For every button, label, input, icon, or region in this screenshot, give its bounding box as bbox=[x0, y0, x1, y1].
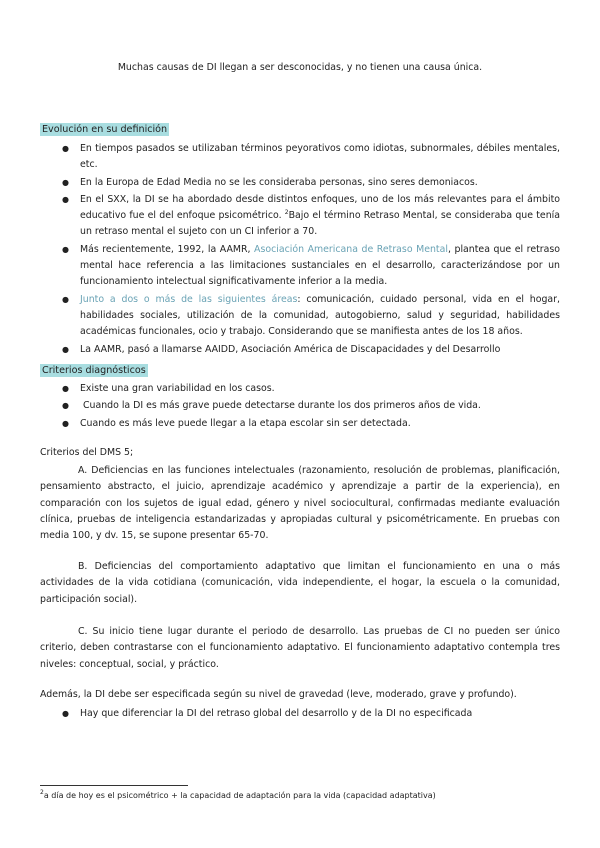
list-item bbox=[40, 398, 560, 414]
heading-highlight: Evolución en su definición bbox=[42, 124, 168, 135]
list-item bbox=[40, 175, 560, 191]
intro-text: Muchas causas de DI llegan a ser desconocidas, y no tienen una causa única. bbox=[117, 62, 483, 73]
footnote-ref[interactable]: 2 bbox=[284, 209, 289, 217]
footnote-separator bbox=[40, 785, 188, 786]
bullet-icon: ● bbox=[62, 418, 69, 428]
list-item-text: Más recientemente, 1992, la AAMR, bbox=[80, 243, 255, 255]
aamr-link[interactable]: Asociación Americana de Retraso Mental bbox=[254, 243, 448, 255]
bullet-icon: ● bbox=[62, 401, 69, 411]
bullet-icon: ● bbox=[62, 344, 69, 354]
list-item bbox=[40, 706, 560, 722]
criterios-list bbox=[40, 381, 560, 433]
list-item-text: Cuando es más leve puede llegar a la etapa escolar sin ser detectada. bbox=[80, 417, 411, 429]
section-heading-evolucion bbox=[40, 124, 169, 135]
footnote bbox=[40, 791, 436, 800]
list-item bbox=[40, 416, 560, 432]
list-item-text: Existe una gran variabilidad en los casos. bbox=[80, 383, 275, 394]
bullet-icon: ● bbox=[62, 194, 69, 204]
list-item-text: , plantea que el retraso mental hace referencia a las limitaciones sustanciales en el desarrollo, caracterizándose por un funcionamiento intelectual significativamente inferior a la media. bbox=[80, 243, 560, 288]
bullet-icon: ● bbox=[62, 709, 69, 718]
list-item-text: Hay que diferenciar la DI del retraso global del desarrollo y de la DI no especificada bbox=[80, 708, 473, 719]
list-item-text: En la Europa de Edad Media no se les consideraba personas, sino seres demoniacos. bbox=[80, 176, 478, 188]
bullet-icon: ● bbox=[62, 294, 69, 304]
dms-criterion-c: C. Su inicio tiene lugar durante el periodo de desarrollo. Las pruebas de CI no pueden ser único criterio, deben contrastarse con el funcionamiento adaptativo. El funcionamiento adaptativo contempla tres niveles: conceptual, social, y práctico. bbox=[40, 626, 560, 670]
list-item bbox=[40, 342, 560, 358]
list-item bbox=[40, 192, 560, 241]
areas-link[interactable]: Junto a dos o más de las siguientes áreas bbox=[80, 293, 298, 305]
evolucion-list bbox=[40, 141, 560, 359]
bullet-icon: ● bbox=[62, 244, 69, 254]
list-item bbox=[40, 242, 560, 291]
footnote-number: 2 bbox=[40, 789, 44, 796]
list-item-text: Cuando la DI es más grave puede detectarse durante los dos primeros años de vida. bbox=[80, 400, 481, 412]
bullet-icon: ● bbox=[62, 384, 69, 393]
bullet-icon: ● bbox=[62, 144, 69, 153]
dms-title: Criterios del DMS 5; bbox=[40, 447, 134, 458]
dms-criterion-a: A. Deficiencias en las funciones intelectuales (razonamiento, resolución de problemas, planificación, pensamiento abstracto, el juicio, aprendizaje académico y aprendizaje a partir de la experiencia), en comparación con los sujetos de igual edad, género y nivel sociocultural, confirmadas mediante evaluación clínica, pruebas de inteligencia estandarizadas y apropiadas cultural y psicométricamente. En pruebas con media 100, y dv. 15, se supone presentar 65-70. bbox=[40, 465, 560, 542]
footnote-text: a día de hoy es el psicométrico + la capacidad de adaptación para la vida (capacidad adaptativa) bbox=[43, 791, 436, 800]
list-item-text: En el SXX, la DI se ha abordado desde distintos enfoques, uno de los más relevantes para el ámbito educativo fue el del enfoque psicométrico. bbox=[80, 193, 560, 222]
dms-criterion-b: B. Deficiencias del comportamiento adaptativo que limitan el funcionamiento en una o más actividades de la vida cotidiana (comunicación, vida independiente, el hogar, la escuela o la comunidad, participación social). bbox=[40, 561, 560, 605]
section-heading-criterios bbox=[40, 365, 148, 376]
ademas-list bbox=[40, 706, 560, 723]
list-item-text: Bajo el término Retraso Mental, se consideraba que tenía un retraso mental el sujeto con un CI inferior a 70. bbox=[80, 210, 560, 238]
list-item-text: La AAMR, pasó a llamarse AAIDD, Asociación América de Discapacidades y del Desarrollo bbox=[80, 343, 501, 355]
list-item bbox=[40, 141, 560, 174]
ademas-text: Además, la DI debe ser especificada según su nivel de gravedad (leve, moderado, grave y profundo). bbox=[40, 689, 517, 700]
list-item-text: En tiempos pasados se utilizaban términos peyorativos como idiotas, subnormales, débiles mentales, etc. bbox=[80, 143, 560, 171]
list-item bbox=[40, 292, 560, 341]
heading-highlight: Criterios diagnósticos bbox=[42, 365, 146, 376]
list-item bbox=[40, 381, 560, 397]
list-item-text: : comunicación, cuidado personal, vida en el hogar, habilidades sociales, utilización de la comunidad, autogobierno, salud y seguridad, habilidades académicas funcionales, ocio y trabajo. Considerando que se manifiesta antes de los 18 años. bbox=[80, 293, 560, 338]
bullet-icon: ● bbox=[62, 177, 69, 187]
